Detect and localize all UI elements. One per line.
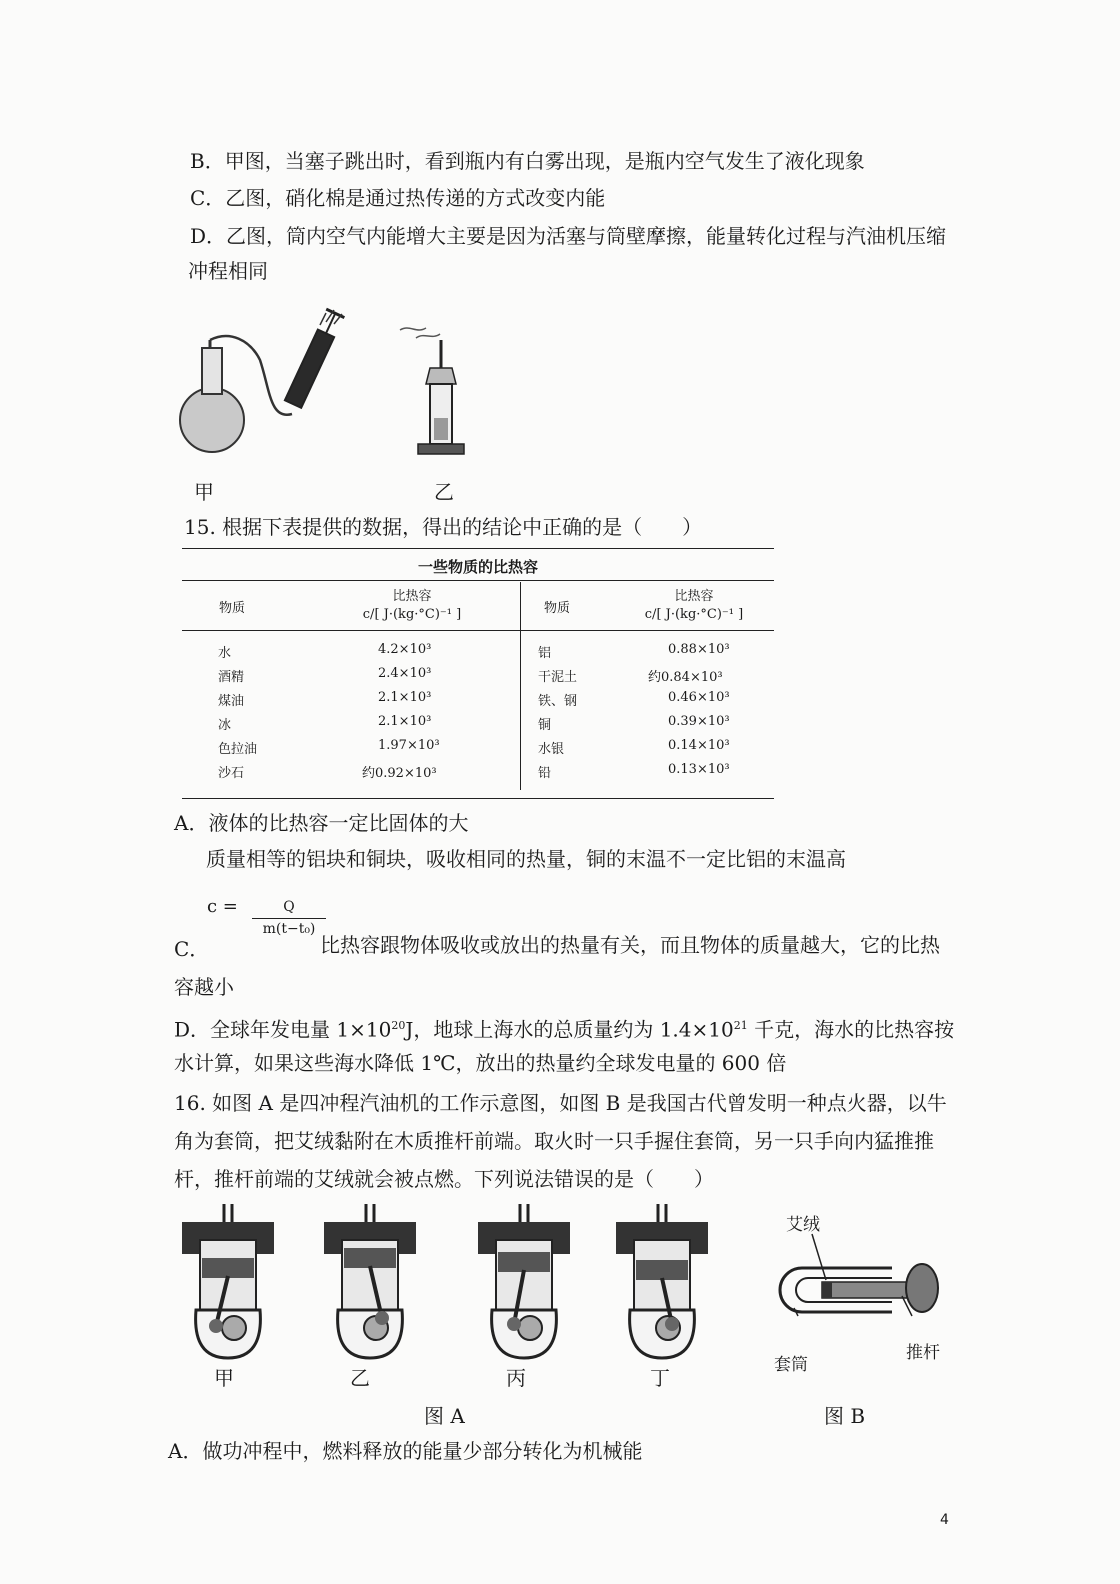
formula-denominator: m(t−t₀) [262,921,316,937]
row-2-substance-right: 干泥土 [538,670,578,685]
specific-heat-formula-fraction [252,896,326,939]
header-substance-right: 物质 [543,601,570,616]
q14-option-d-line1: D．乙图，筒内空气内能增大主要是因为活塞与筒壁摩擦，能量转化过程与汽油机压缩 [190,224,947,248]
figure-label-yi: 乙 [434,480,454,504]
row-6-substance: 沙石 [218,766,245,781]
row-5-substance: 色拉油 [218,742,258,757]
q14-option-d-line2: 冲程相同 [188,259,268,283]
row-5-substance-right: 水银 [538,742,565,757]
row-1-value: 4.2×10³ [378,642,432,657]
table-top-rule [182,548,774,549]
row-6-substance-right: 铅 [538,766,552,781]
row-5-value-right: 0.14×10³ [668,738,730,753]
label-tuigan: 推杆 [906,1343,940,1363]
q14-option-b: B．甲图，当塞子跳出时，看到瓶内有白雾出现，是瓶内空气发生了液化现象 [190,149,865,173]
q15-d-mid: J，地球上海水的总质量约为 1.4×10 [405,1017,734,1042]
q15-stem: 15. 根据下表提供的数据，得出的结论中正确的是（ ） [184,515,703,539]
fire-piston-figure [772,1230,952,1320]
engine-ding-figure [612,1200,712,1360]
row-4-substance: 冰 [218,718,232,733]
q16-stem-line2: 角为套筒，把艾绒黏附在木质推杆前端。取火时一只手握住套筒，另一只手向内猛推推 [174,1129,934,1153]
row-4-value: 2.1×10³ [378,714,432,729]
row-2-value-right: 约0.84×10³ [648,670,723,685]
q15-option-d-line2: 水计算，如果这些海水降低 1℃，放出的热量约全球发电量的 600 倍 [174,1051,787,1075]
header-substance-left: 物质 [218,601,245,616]
specific-heat-formula-left: c = [207,896,238,917]
row-5-value: 1.97×10³ [378,738,440,753]
engine-yi-figure [320,1200,420,1360]
figure-label-jia: 甲 [194,480,214,504]
q15-option-d-line1 [174,1011,954,1045]
compression-tube-figure [396,318,486,468]
row-6-value: 约0.92×10³ [362,766,437,781]
table-header-rule [182,630,774,631]
q15-option-b: 质量相等的铝块和铜块，吸收相同的热量，铜的末温不一定比铝的末温高 [206,847,846,871]
q15-d-pre: D．全球年发电量 1×10 [174,1017,392,1042]
row-1-value-right: 0.88×10³ [668,642,730,657]
header-c-left [332,588,492,624]
figure-a-caption: 图 A [424,1404,465,1428]
q16-option-a: A．做功冲程中，燃料释放的能量少部分转化为机械能 [168,1439,643,1463]
table-header-divider [520,582,521,630]
engine-label-bing: 丙 [506,1366,526,1390]
header-c-label: 比热容 [674,589,714,604]
row-4-value-right: 0.39×10³ [668,714,730,729]
row-1-substance: 水 [218,646,232,661]
formula-numerator: Q [252,896,326,919]
row-2-substance: 酒精 [218,670,245,685]
label-airong: 艾绒 [786,1215,820,1235]
header-c-right [614,588,774,624]
row-3-value: 2.1×10³ [378,690,432,705]
q14-option-c: C．乙图，硝化棉是通过热传递的方式改变内能 [190,186,606,210]
q15-option-a: A．液体的比热容一定比固体的大 [174,811,469,835]
header-c-unit: c/[ J·(kg·°C)⁻¹ ] [362,607,462,622]
q15-option-c-label: C． [174,937,210,961]
q16-stem-line3: 杆，推杆前端的艾绒就会被点燃。下列说法错误的是（ ） [174,1167,714,1191]
engine-jia-figure [178,1200,278,1360]
engine-label-ding: 丁 [650,1366,670,1390]
q16-stem-line1: 16. 如图 A 是四冲程汽油机的工作示意图，如图 B 是我国古代曾发明一种点火器，以牛 [174,1091,947,1115]
row-2-value: 2.4×10³ [378,666,432,681]
q15-d-exp2: 21 [733,1019,748,1032]
q15-option-c-text: 比热容跟物体吸收或放出的热量有关，而且物体的质量越大，它的比热 [320,933,940,957]
label-taotong: 套筒 [774,1355,808,1375]
row-6-value-right: 0.13×10³ [668,762,730,777]
table-column-divider [520,630,521,790]
q15-option-c-text2: 容越小 [174,975,234,999]
header-c-unit: c/[ J·(kg·°C)⁻¹ ] [644,607,744,622]
row-3-substance: 煤油 [218,694,245,709]
row-3-value-right: 0.46×10³ [668,690,730,705]
engine-label-yi: 乙 [350,1366,370,1390]
table-title: 一些物质的比热容 [417,558,538,576]
table-bottom-rule [182,798,774,799]
row-4-substance-right: 铜 [538,718,552,733]
q15-d-exp1: 20 [391,1019,406,1032]
row-1-substance-right: 铝 [538,646,552,661]
table-title-rule [182,580,774,581]
page-number: 4 [940,1512,949,1528]
engine-bing-figure [474,1200,574,1360]
figure-b-caption: 图 B [824,1404,866,1428]
q15-d-post: 千克，海水的比热容按 [747,1017,955,1042]
flask-pump-figure [170,300,370,480]
specific-heat-table [182,548,774,802]
engine-label-jia: 甲 [214,1366,234,1390]
row-3-substance-right: 铁、钢 [538,694,578,709]
header-c-label: 比热容 [392,589,432,604]
